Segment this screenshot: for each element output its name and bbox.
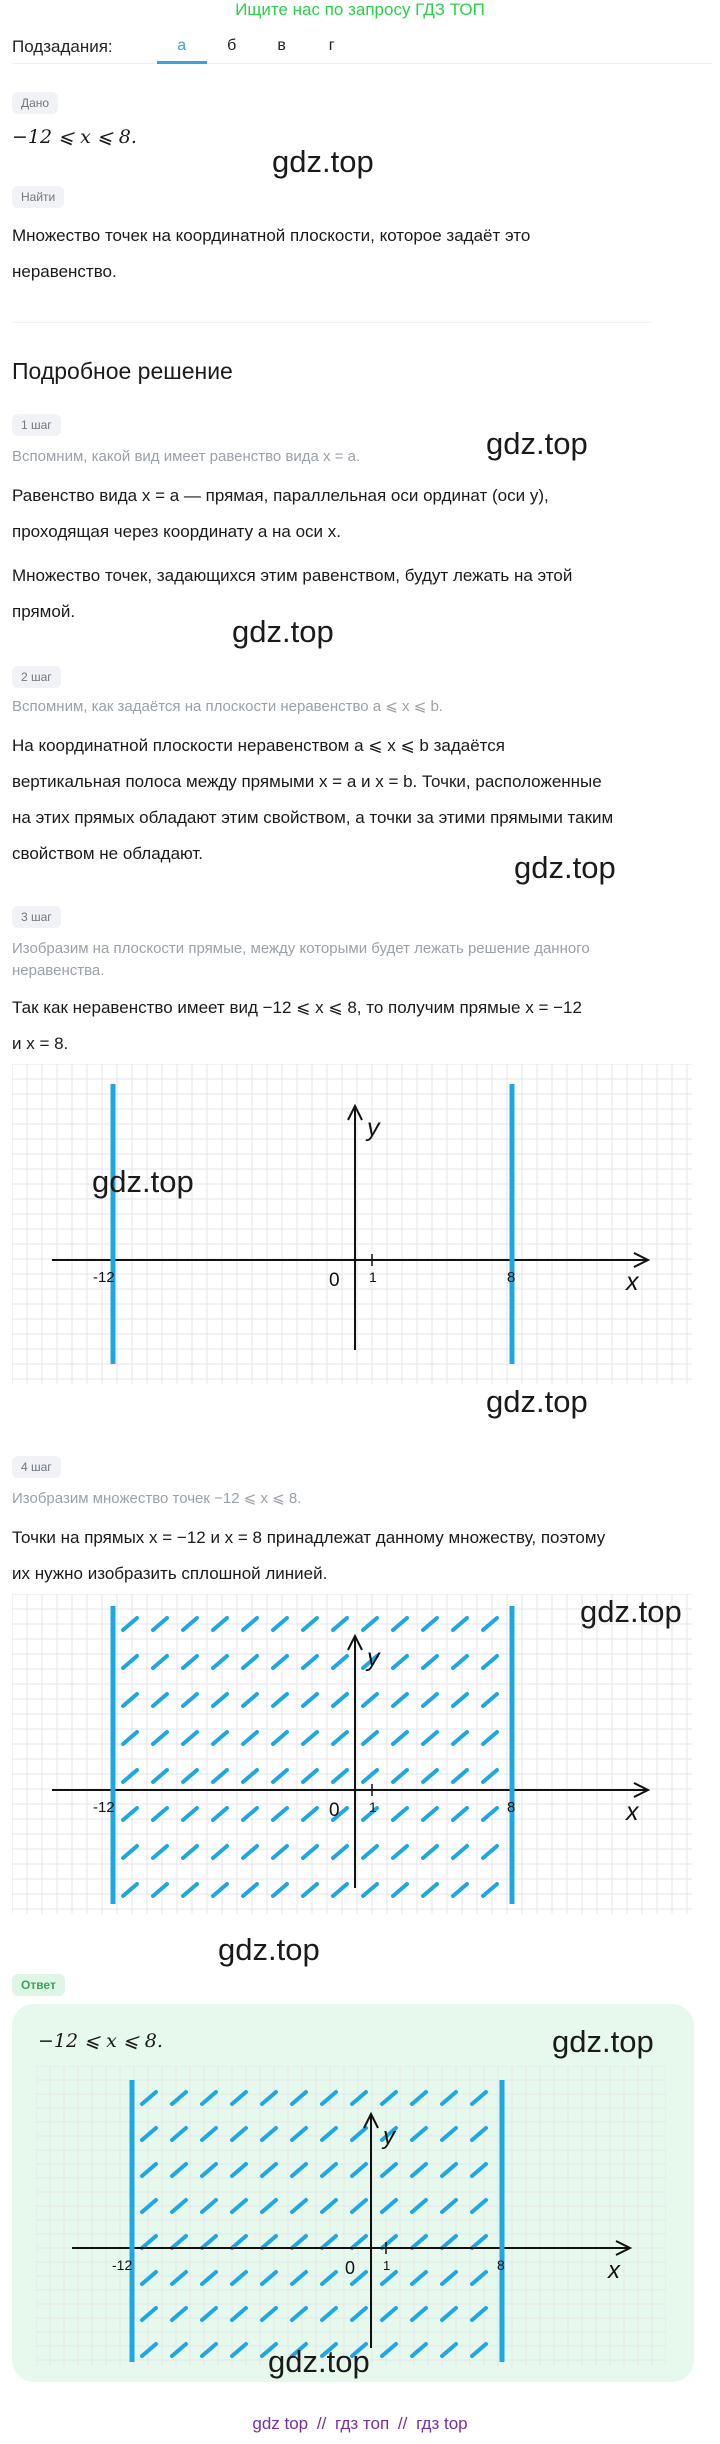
step2-line1: На координатной плоскости неравенством a ⩽ x ⩽ b задаётся — [12, 736, 505, 755]
label-origin: 0 — [329, 1270, 340, 1291]
hatch-stroke — [213, 1846, 227, 1858]
label-one: 1 — [369, 1799, 377, 1815]
hatch-stroke — [292, 2164, 306, 2176]
hatch-stroke — [153, 1846, 167, 1858]
hatch-stroke — [213, 1808, 227, 1820]
hatch-stroke — [322, 2236, 336, 2248]
hatch-stroke — [243, 1694, 257, 1706]
hatch-stroke — [333, 1770, 347, 1782]
top-banner: Ищите нас по запросу ГДЗ ТОП — [235, 0, 485, 19]
hatch-stroke — [123, 1732, 137, 1744]
watermark-4: gdz.top — [514, 850, 616, 885]
hatch-stroke — [172, 2164, 186, 2176]
hatch-stroke — [423, 1694, 437, 1706]
hatch-stroke — [273, 1694, 287, 1706]
find-text-2: неравенство. — [12, 262, 117, 281]
hatch-stroke — [322, 2272, 336, 2284]
footer — [0, 2414, 720, 2440]
step1-line2: проходящая через координату a на оси x. — [12, 522, 342, 541]
hatch-stroke — [213, 1656, 227, 1668]
hatch-stroke — [393, 1732, 407, 1744]
graph-answer — [36, 2066, 666, 2366]
hatch-stroke — [153, 1770, 167, 1782]
watermark-1: gdz.top — [272, 144, 374, 179]
hatch-stroke — [232, 2164, 246, 2176]
hatch-stroke — [123, 1770, 137, 1782]
step3-line2: и x = 8. — [12, 1034, 69, 1053]
hatch-stroke — [333, 1846, 347, 1858]
hatch-stroke — [232, 2236, 246, 2248]
label-8: 8 — [507, 1799, 516, 1816]
hatch-stroke — [483, 1732, 497, 1744]
watermark-3: gdz.top — [232, 614, 334, 649]
hatch-stroke — [303, 1846, 317, 1858]
label-y-axis: y — [367, 1114, 380, 1142]
hatch-stroke — [303, 1808, 317, 1820]
subtasks-label: Подзадания: — [12, 36, 113, 56]
hatch-stroke — [393, 1808, 407, 1820]
hatch-stroke — [142, 2272, 156, 2284]
hatch-stroke — [273, 1770, 287, 1782]
hatch-stroke — [273, 1656, 287, 1668]
hatch-stroke — [172, 2236, 186, 2248]
step1-badge: 1 шаг — [12, 414, 61, 436]
hatch-stroke — [183, 1808, 197, 1820]
step3-line1: Так как неравенство имеет вид −12 ⩽ x ⩽ 8, то получим прямые x = −12 — [12, 998, 582, 1017]
hatch-stroke — [243, 1808, 257, 1820]
hatch-stroke — [273, 1808, 287, 1820]
hatch-stroke — [352, 2128, 366, 2140]
watermark-9: gdz.top — [552, 2024, 654, 2059]
label-origin: 0 — [329, 1800, 340, 1821]
hatch-stroke — [243, 1846, 257, 1858]
hatch-stroke — [303, 1694, 317, 1706]
hatch-stroke — [213, 1694, 227, 1706]
hatch-stroke — [423, 1846, 437, 1858]
step1-line3: Множество точек, задающихся этим равенством, будут лежать на этой — [12, 566, 573, 585]
answer-expr: −12 ⩽ x ⩽ 8. — [38, 2030, 163, 2052]
label-y-axis: y — [383, 2123, 395, 2150]
label-one: 1 — [383, 2258, 391, 2273]
hatch-stroke — [232, 2128, 246, 2140]
answer-badge: Ответ — [12, 1974, 65, 1996]
hatch-stroke — [183, 1732, 197, 1744]
hatch-stroke — [393, 1694, 407, 1706]
hatch-stroke — [333, 1656, 347, 1668]
hatch-stroke — [363, 1732, 377, 1744]
step2-hint: Вспомним, как задаётся на плоскости неравенство a ⩽ x ⩽ b. — [12, 698, 443, 715]
watermark-2: gdz.top — [486, 426, 588, 461]
hatch-stroke — [483, 1656, 497, 1668]
hatch-stroke — [483, 1694, 497, 1706]
step4-line1: Точки на прямых x = −12 и x = 8 принадлежат данному множеству, поэтому — [12, 1528, 606, 1547]
hatch-stroke — [382, 2272, 396, 2284]
hatch-stroke — [483, 1846, 497, 1858]
hatch-stroke — [442, 2272, 456, 2284]
hatch-stroke — [123, 1846, 137, 1858]
label-x-axis: x — [608, 2257, 620, 2284]
hatch-stroke — [352, 2236, 366, 2248]
watermark-6: gdz.top — [486, 1384, 588, 1419]
hatch-stroke — [453, 1808, 467, 1820]
watermark-8: gdz.top — [218, 1932, 320, 1967]
hatch-stroke — [153, 1808, 167, 1820]
label-minus-12: -12 — [93, 1799, 115, 1816]
step1-hint: Вспомним, какой вид имеет равенство вида x = a. — [12, 448, 361, 465]
hatch-stroke — [423, 1732, 437, 1744]
hatch-stroke — [142, 2128, 156, 2140]
tab-a[interactable]: а — [157, 30, 207, 64]
find-text-1: Множество точек на координатной плоскости, которое задаёт это — [12, 226, 531, 245]
graph-strip — [12, 1594, 692, 1914]
hatch-stroke — [393, 1656, 407, 1668]
tab-b[interactable]: б — [227, 36, 237, 54]
hatch-stroke — [273, 1846, 287, 1858]
watermark-5: gdz.top — [92, 1164, 194, 1199]
hatch-stroke — [292, 2128, 306, 2140]
label-y-axis: y — [367, 1644, 380, 1672]
hatch-stroke — [333, 1694, 347, 1706]
hatch-stroke — [292, 2236, 306, 2248]
hatch-stroke — [183, 1656, 197, 1668]
hatch-stroke — [393, 1846, 407, 1858]
hatch-stroke — [213, 1770, 227, 1782]
divider — [12, 322, 652, 323]
hatch-stroke — [453, 1656, 467, 1668]
hatch-stroke — [153, 1732, 167, 1744]
hatch-stroke — [153, 1656, 167, 1668]
hatch-stroke — [213, 1732, 227, 1744]
step3-badge: 3 шаг — [12, 906, 61, 928]
hatch-stroke — [303, 1656, 317, 1668]
footer-link-3[interactable]: гдз top — [416, 2414, 468, 2433]
given-expr: −12 ⩽ x ⩽ 8. — [12, 126, 137, 148]
hatch-stroke — [393, 1770, 407, 1782]
hatch-stroke — [123, 1656, 137, 1668]
hatch-stroke — [243, 1656, 257, 1668]
watermark-7: gdz.top — [580, 1594, 682, 1629]
hatch-stroke — [153, 1694, 167, 1706]
footer-link-1[interactable]: gdz top — [252, 2414, 309, 2433]
hatch-stroke — [363, 1770, 377, 1782]
hatch-stroke — [243, 1732, 257, 1744]
hatch-stroke — [363, 1846, 377, 1858]
hatch-stroke — [453, 1732, 467, 1744]
hatch-stroke — [183, 1846, 197, 1858]
label-x-axis: x — [626, 1268, 639, 1296]
hatch-stroke — [183, 1694, 197, 1706]
hatch-stroke — [243, 1770, 257, 1782]
hatch-stroke — [442, 2236, 456, 2248]
hatch-stroke — [292, 2272, 306, 2284]
hatch-stroke — [123, 1694, 137, 1706]
label-minus-12: -12 — [93, 1269, 115, 1286]
step2-badge: 2 шаг — [12, 666, 61, 688]
hatch-stroke — [142, 2164, 156, 2176]
hatch-stroke — [273, 1732, 287, 1744]
step1-line4: прямой. — [12, 602, 76, 621]
hatch-stroke — [183, 1770, 197, 1782]
hatch-stroke — [423, 1770, 437, 1782]
step3-hint2: неравенства. — [12, 962, 105, 979]
hatch-stroke — [172, 2272, 186, 2284]
hatch-stroke — [442, 2164, 456, 2176]
hatch-stroke — [423, 1808, 437, 1820]
hatch-stroke — [382, 2236, 396, 2248]
hatch-stroke — [453, 1846, 467, 1858]
label-one: 1 — [369, 1269, 377, 1285]
hatch-stroke — [322, 2164, 336, 2176]
hatch-stroke — [382, 2164, 396, 2176]
step2-line2: вертикальная полоса между прямыми x = a и x = b. Точки, расположенные — [12, 772, 602, 791]
step4-line2: их нужно изобразить сплошной линией. — [12, 1564, 328, 1583]
footer-link-2[interactable]: гдз топ — [335, 2414, 390, 2433]
hatch-stroke — [303, 1770, 317, 1782]
step4-badge: 4 шаг — [12, 1456, 61, 1478]
hatch-stroke — [142, 2236, 156, 2248]
step1-line1: Равенство вида x = a — прямая, параллельная оси ординат (оси y), — [12, 486, 549, 505]
step2-line3: на этих прямых обладают этим свойством, а точки за этими прямыми таким — [12, 808, 614, 827]
tab-v[interactable]: в — [277, 36, 286, 54]
footer-sep-2: // — [397, 2414, 408, 2433]
given-badge: Дано — [12, 92, 58, 114]
label-origin: 0 — [345, 2258, 356, 2278]
step3-hint1: Изобразим на плоскости прямые, между которыми будет лежать решение данного — [12, 940, 590, 957]
watermark-10: gdz.top — [268, 2344, 370, 2379]
hatch-stroke — [333, 1732, 347, 1744]
label-minus-12: -12 — [112, 2257, 133, 2273]
hatch-stroke — [352, 2164, 366, 2176]
step4-hint: Изобразим множество точек −12 ⩽ x ⩽ 8. — [12, 1490, 302, 1507]
hatch-stroke — [363, 1694, 377, 1706]
label-8: 8 — [497, 2257, 505, 2273]
solution-title: Подробное решение — [12, 358, 233, 384]
footer-sep-1: // — [316, 2414, 327, 2433]
subtasks-bar — [12, 30, 712, 64]
hatch-stroke — [483, 1770, 497, 1782]
hatch-stroke — [442, 2128, 456, 2140]
hatch-stroke — [483, 1808, 497, 1820]
label-x-axis: x — [626, 1798, 639, 1826]
hatch-stroke — [423, 1656, 437, 1668]
hatch-stroke — [453, 1770, 467, 1782]
hatch-stroke — [123, 1808, 137, 1820]
label-8: 8 — [507, 1269, 516, 1286]
graph-lines — [12, 1064, 692, 1384]
hatch-stroke — [303, 1732, 317, 1744]
find-badge: Найти — [12, 186, 64, 208]
tab-g[interactable]: г — [328, 36, 335, 54]
hatch-stroke — [322, 2128, 336, 2140]
hatch-stroke — [453, 1694, 467, 1706]
hatch-stroke — [172, 2128, 186, 2140]
hatch-stroke — [232, 2272, 246, 2284]
step2-line4: свойством не обладают. — [12, 844, 204, 863]
